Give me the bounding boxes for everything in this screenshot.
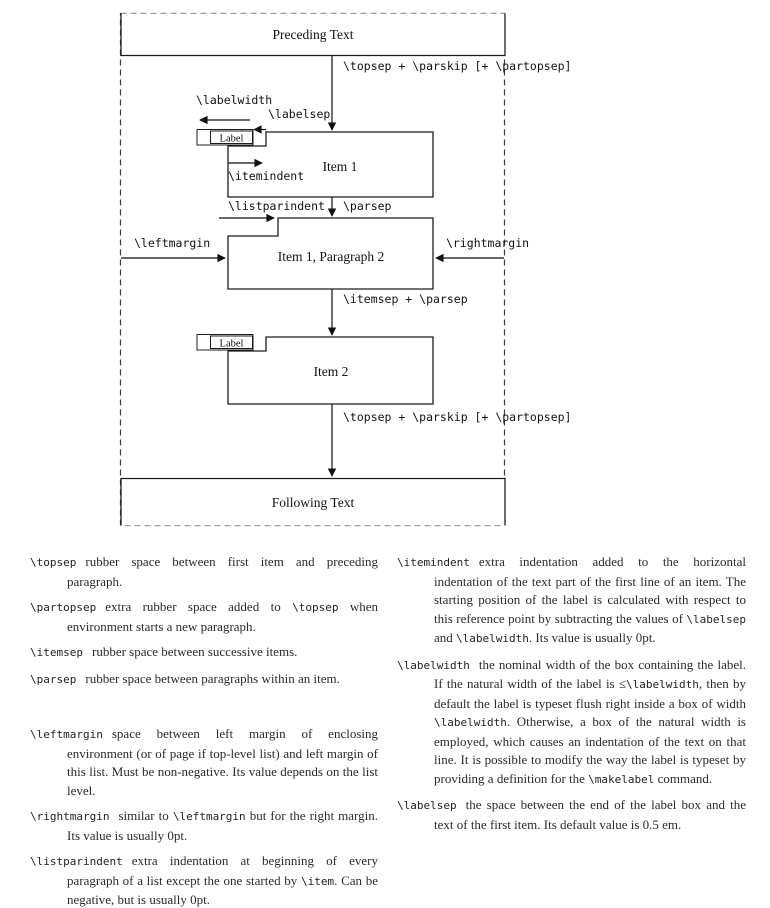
inline-latex-command: \item xyxy=(301,874,335,888)
latex-command: \labelwidth xyxy=(397,658,470,672)
inline-latex-command: \labelwidth xyxy=(626,678,699,691)
item2-title: Item 2 xyxy=(313,364,349,379)
topsep-top-label: \topsep + \parskip [+ \partopsep] xyxy=(343,59,572,73)
rightmargin-label: \rightmargin xyxy=(446,236,530,250)
inline-latex-command: \leftmargin xyxy=(172,810,246,823)
latex-command: \itemindent xyxy=(397,556,470,569)
item2-label-text: Label xyxy=(219,338,244,350)
latex-command: \leftmargin xyxy=(30,728,103,741)
glossary-entry: \listparindent extra indentation at beginning of every paragraph of a list except the one started by \item. Can be negative, but is usually 0pt. xyxy=(30,853,379,907)
itemsep-parsep-label: \itemsep + \parsep xyxy=(343,292,468,306)
inline-latex-command: \labelsep xyxy=(686,612,746,626)
inline-latex-command: \labelwidth xyxy=(434,716,507,729)
inline-latex-command: \labelwidth xyxy=(456,632,529,645)
latex-command: \topsep xyxy=(30,556,77,569)
glossary-entry: \rightmargin similar to \leftmargin but for the right margin. Its value is usually 0pt. xyxy=(30,808,379,843)
latex-command: \partopsep xyxy=(30,601,97,614)
item1-title: Item 1 xyxy=(322,159,358,174)
following-text-title: Following Text xyxy=(271,495,355,510)
glossary-entry: \itemindent extra indentation added to the horizontal indentation of the text part of the first line of an item. The starting position of the label is calculated with respect to this reference point by subtracting the values of \labelsep and \labelwidth. Its value is usually 0pt. xyxy=(397,554,746,645)
glossary-entry: \leftmargin space between left margin of enclosing environment (or of page if top-level list) and left margin of this list. Must be non-negative. Its value depends on the list level. xyxy=(30,726,378,798)
leftmargin-label: \leftmargin xyxy=(134,236,211,250)
latex-command: \itemsep xyxy=(30,646,83,659)
glossary-entry: \labelwidth the nominal width of the box containing the label. If the natural width of the label is ≤\labelwidth, then by default the label is typeset flush right inside a box of width \labelwidth. Otherwise, a box of the natural width is employed, which causes an indentation of the text on that line. It is possible to modify the way the label is typeset by providing a definition for the \makelabel command. xyxy=(397,656,746,786)
latex-command: \parsep xyxy=(30,672,77,686)
glossary-entry: \partopsep extra rubber space added to \topsep when environment starts a new paragraph. xyxy=(30,599,378,634)
latex-command: \labelsep xyxy=(397,799,457,812)
listparindent-label: \listparindent xyxy=(228,199,325,213)
inline-latex-command: \topsep xyxy=(292,601,339,614)
glossary-entry: \parsep rubber space between paragraphs within an item. xyxy=(30,670,340,686)
parameter-glossary xyxy=(30,553,746,908)
preceding-text-title: Preceding Text xyxy=(272,27,354,42)
latex-command: \rightmargin xyxy=(30,810,110,823)
latex-command: \listparindent xyxy=(30,855,123,868)
glossary-entry: \itemsep rubber space between successive items. xyxy=(30,644,298,659)
labelsep-label: \labelsep xyxy=(268,107,331,121)
labelwidth-label: \labelwidth xyxy=(196,93,273,107)
item1-label-text: Label xyxy=(219,133,244,145)
topsep-bottom-label: \topsep + \parskip [+ \partopsep] xyxy=(343,410,572,424)
glossary-entry: \labelsep the space between the end of the label box and the text of the first item. Its default value is 0.5 em. xyxy=(397,797,746,832)
inline-latex-command: \makelabel xyxy=(588,772,655,786)
glossary-column-left xyxy=(30,553,378,908)
parsep-label: \parsep xyxy=(343,199,392,213)
glossary-column-right xyxy=(397,553,746,908)
item1-par2-title: Item 1, Paragraph 2 xyxy=(277,249,385,264)
glossary-entry: \topsep rubber space between first item and preceding paragraph. xyxy=(30,554,378,589)
itemindent-label: \itemindent xyxy=(228,169,305,183)
